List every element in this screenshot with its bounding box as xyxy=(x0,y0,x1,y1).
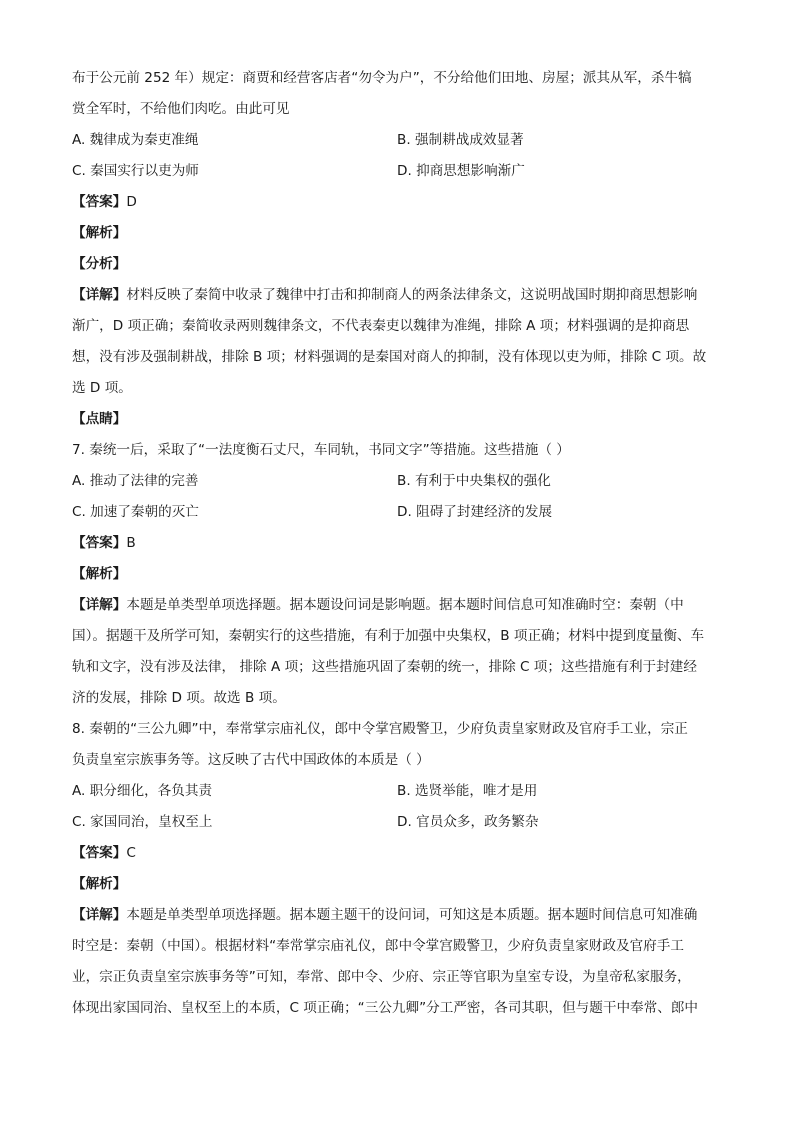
q6-answer-value: D xyxy=(126,194,137,210)
q6-detail-line-1 xyxy=(72,280,727,311)
q6-stem-line-2: 赏全军时，不给他们肉吃。由此可见 xyxy=(72,101,290,117)
q7-stem: 7. 秦统一后，采取了“一法度衡石丈尺，车同轨，书同文字”等措施。这些措施（ ） xyxy=(72,442,570,458)
q7-detail-tag: 【详解】 xyxy=(72,597,127,613)
q7-options-row-1 xyxy=(72,466,727,497)
q8-detail-tag: 【详解】 xyxy=(72,907,127,923)
q8-option-c: C. 家国同治，皇权至上 xyxy=(72,814,213,830)
q6-options-row-2 xyxy=(72,156,727,187)
q6-option-b: B. 强制耕战成效显著 xyxy=(397,132,524,148)
q8-options-row-2 xyxy=(72,807,727,838)
q6-jiexi-tag: 【解析】 xyxy=(72,225,127,241)
q6-option-c: C. 秦国实行以吏为师 xyxy=(72,163,199,179)
q7-options-row-2 xyxy=(72,497,727,528)
q8-option-b: B. 选贤举能，唯才是用 xyxy=(397,783,538,799)
q7-answer-tag: 【答案】 xyxy=(72,535,127,551)
q6-dianjing-tag: 【点睛】 xyxy=(72,411,127,427)
q6-detail-tag: 【详解】 xyxy=(72,287,127,303)
q8-detail-line-1 xyxy=(72,900,727,931)
q7-option-c: C. 加速了秦朝的灭亡 xyxy=(72,504,199,520)
q7-detail-line-1 xyxy=(72,590,727,621)
q7-answer-value: B xyxy=(126,535,136,551)
q7-answer xyxy=(72,528,727,559)
q7-option-a: A. 推动了法律的完善 xyxy=(72,473,199,489)
q7-jiexi-tag: 【解析】 xyxy=(72,566,127,582)
q8-stem-line-2: 负责皇室宗族事务等。这反映了古代中国政体的本质是（ ） xyxy=(72,752,430,768)
q6-option-a: A. 魏律成为秦吏准绳 xyxy=(72,132,199,148)
q7-detail-line-3: 轨和文字，没有涉及法律， 排除 A 项；这些措施巩固了秦朝的统一，排除 C 项；这些措施有利于封建经 xyxy=(72,659,697,675)
q8-detail-text-1: 本题是单类型单项选择题。据本题主题干的设问词，可知这是本质题。据本题时间信息可知准确 xyxy=(126,907,698,923)
q8-answer xyxy=(72,838,727,869)
q6-detail-line-3: 想，没有涉及强制耕战，排除 B 项；材料强调的是秦国对商人的抑制，没有体现以吏为师，排除 C 项。故 xyxy=(72,349,707,365)
q6-detail-line-4: 选 D 项。 xyxy=(72,380,132,396)
q8-answer-value: C xyxy=(126,845,136,861)
q7-detail-text-1: 本题是单类型单项选择题。据本题设问词是影响题。据本题时间信息可知准确时空：秦朝（中 xyxy=(126,597,684,613)
q7-option-b: B. 有利于中央集权的强化 xyxy=(397,473,551,489)
q8-stem-line-1: 8. 秦朝的“三公九卿”中，奉常掌宗庙礼仪，郎中令掌宫殿警卫，少府负责皇家财政及官府手工业，宗正 xyxy=(72,721,688,737)
q7-detail-line-4: 济的发展，排除 D 项。故选 B 项。 xyxy=(72,690,286,706)
q8-jiexi-tag: 【解析】 xyxy=(72,876,127,892)
q8-option-a: A. 职分细化，各负其责 xyxy=(72,783,213,799)
q7-detail-line-2: 国）。据题干及所学可知，秦朝实行的这些措施，有利于加强中央集权，B 项正确；材料中提到度量衡、车 xyxy=(72,628,705,644)
q8-detail-line-4: 体现出家国同治、皇权至上的本质，C 项正确；“三公九卿”分工严密，各司其职，但与题干中奉常、郎中 xyxy=(72,1000,699,1016)
q8-detail-line-3: 业，宗正负责皇室宗族事务等”可知，奉常、郎中令、少府、宗正等官职为皇室专设，为皇帝私家服务， xyxy=(72,969,691,985)
q7-option-d: D. 阻碍了封建经济的发展 xyxy=(397,504,553,520)
q6-options-row-1 xyxy=(72,125,727,156)
q6-detail-text-1: 材料反映了秦简中收录了魏律中打击和抑制商人的两条法律条文，这说明战国时期抑商思想影响 xyxy=(126,287,698,303)
q6-answer xyxy=(72,187,727,218)
q8-option-d: D. 官员众多，政务繁杂 xyxy=(397,814,539,830)
q6-stem-line-1: 布于公元前 252 年）规定：商贾和经营客店者“勿令为户”，不分给他们田地、房屋；派其从军，杀牛犒 xyxy=(72,70,692,86)
q8-options-row-1 xyxy=(72,776,727,807)
q8-answer-tag: 【答案】 xyxy=(72,845,127,861)
q6-answer-tag: 【答案】 xyxy=(72,194,127,210)
q6-detail-line-2: 渐广，D 项正确；秦简收录两则魏律条文，不代表秦吏以魏律为准绳，排除 A 项；材料强调的是抑商思 xyxy=(72,318,690,334)
q6-fenxi-tag: 【分析】 xyxy=(72,256,127,272)
q6-option-d: D. 抑商思想影响渐广 xyxy=(397,163,525,179)
document-content xyxy=(72,63,727,1024)
q8-detail-line-2: 时空是：秦朝（中国）。根据材料“奉常掌宗庙礼仪，郎中令掌宫殿警卫，少府负责皇家财政及官府手工 xyxy=(72,938,684,954)
